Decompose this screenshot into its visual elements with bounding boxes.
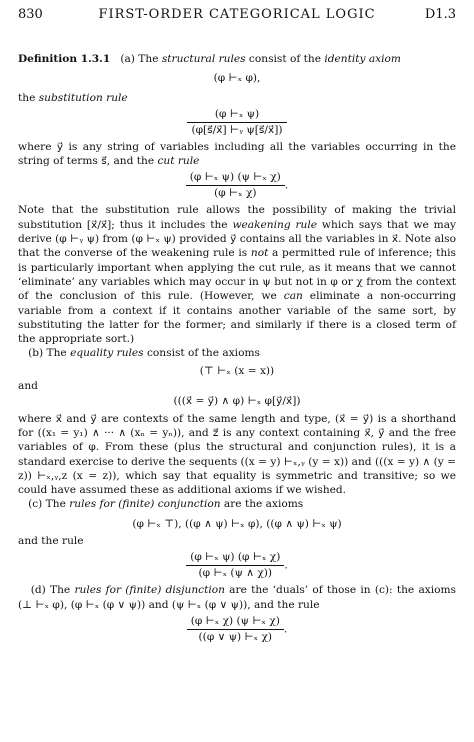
conjunction-premises: (φ ⊢ₓ ψ) (φ ⊢ₓ χ) [190,551,281,564]
weakening-note [18,203,456,346]
term-structural-rules: structural rules [161,53,246,65]
text-run: which says that we may derive (φ ⊢ᵧ ψ) from (φ ⊢ₓ ψ) provided y⃗ contains all the variables in x⃗. Note also that the converse of the weakening rule is [18,218,456,260]
definition-intro [18,52,456,66]
substitution-rule [18,108,456,137]
term-equality-rules: equality rules [70,347,144,360]
and-the-rule: and the rule [18,535,84,548]
text-run: consist of the axioms [143,347,260,360]
definition-label: Definition 1.3.1 [18,53,111,65]
cut-rule [18,171,456,200]
conjunction-conclusion: (φ ⊢ₓ (ψ ∧ χ)) [198,567,273,580]
text-run: (d) The [30,584,75,597]
inference-bar [187,629,284,630]
cut-premises: (φ ⊢ₓ ψ) (ψ ⊢ₓ χ) [189,171,281,184]
substitution-conclusion: (φ[s⃗/x⃗] ⊢ᵧ ψ[s⃗/x⃗]) [191,123,283,136]
text-run: eliminate a non-occurring variable from a context if it contains another variable of the same sort, by substituting the latter for the former; and similarly if there is a closed term of the appropriate sort.) [18,290,456,346]
substitution-rule-line [18,91,456,105]
term-weakening-rule: weakening rule [232,218,318,231]
page-body [18,52,456,647]
equality-explanation: where x⃗ and y⃗ are contexts of the same length and type, (x⃗ = y⃗) is a shorthand for ((x₁ = y₁) ∧ ··· ∧ (xₙ = yₙ)), and z⃗ is any context containing x⃗, y⃗ and the free variables of φ. From these (plus the structural and conjunction rules), it is a standard exercise to derive the sequents ((x = y) ⊢ₓ,ᵧ (y = x)) and (((x = y) ∧ (y = z)) ⊢ₓ,ᵧ,z (x = z)), which say that equality is symmetric and transitive; so we could have assumed these as additional axioms if we wished. [18,412,456,497]
text-run: are the axioms [220,498,304,511]
conjunction-rules-intro [18,497,456,511]
identity-axiom-formula: (φ ⊢ₓ φ), [213,72,261,85]
text-run: the [18,91,39,104]
text-run: a permitted rule of inference; this is particularly important when applying the cut rule, as it means that we cannot ‘eliminate’ any variables which may occur in ψ but not in φ or χ from the context of the conclusion of this rule. (However, we [18,247,456,303]
term-cut-rule: cut rule [157,155,200,168]
period: . [284,559,288,572]
disjunction-conclusion: ((φ ∨ ψ) ⊢ₓ χ) [198,630,273,643]
text-run: (c) The [28,498,70,511]
text-run: where y⃗ is any string of variables including all the variables occurring in the string of terms s⃗, and the [18,140,456,168]
substitution-explanation [18,140,456,169]
period: . [284,179,289,192]
inference-bar [186,565,284,566]
inference-bar [186,185,285,186]
text-run: consist of the [245,53,325,65]
text-run: are the ‘duals’ of those in (c): the axioms (⊥ ⊢ₓ φ), (φ ⊢ₓ (φ ∨ ψ)) and (ψ ⊢ₓ (φ ∨ ψ)), and the rule [18,584,456,611]
and-word: and [18,380,38,393]
term-identity-axiom: identity axiom [324,53,401,65]
emphasis-can: can [283,290,303,303]
text-run: Note that the substitution rule allows the possibility of making the trivial substitution [x⃗/x⃗]; thus it includes the [18,204,456,231]
equality-axiom-substitution: (((x⃗ = y⃗) ∧ φ) ⊢ₓ φ[y⃗/x⃗]) [173,395,301,408]
running-title: FIRST-ORDER CATEGORICAL LOGIC [98,7,376,22]
cut-conclusion: (φ ⊢ₓ χ) [214,187,257,200]
section-label: D1.3 [424,7,456,22]
term-substitution-rule: substitution rule [38,91,128,104]
page-number: 830 [18,7,43,22]
conjunction-axioms: (φ ⊢ₓ ⊤), ((φ ∧ ψ) ⊢ₓ φ), ((φ ∧ ψ) ⊢ₓ ψ) [132,517,342,530]
inference-bar [187,122,286,123]
emphasis-not: not [250,247,269,260]
running-header [18,7,456,23]
equality-rules-intro [18,346,456,360]
text-run: (b) The [28,347,71,360]
conjunction-rule [18,551,456,580]
disjunction-premises: (φ ⊢ₓ χ) (ψ ⊢ₓ χ) [190,614,280,627]
disjunction-rule [18,615,456,644]
period: . [283,623,288,636]
text-run: (a) The [120,53,162,65]
disjunction-rules-intro [18,583,456,612]
term-disjunction-rules: rules for (finite) disjunction [74,584,225,597]
substitution-premise: (φ ⊢ₓ ψ) [214,107,260,120]
equality-axiom-reflexivity: (⊤ ⊢ₓ (x = x)) [199,364,275,377]
term-conjunction-rules: rules for (finite) conjunction [69,498,221,511]
